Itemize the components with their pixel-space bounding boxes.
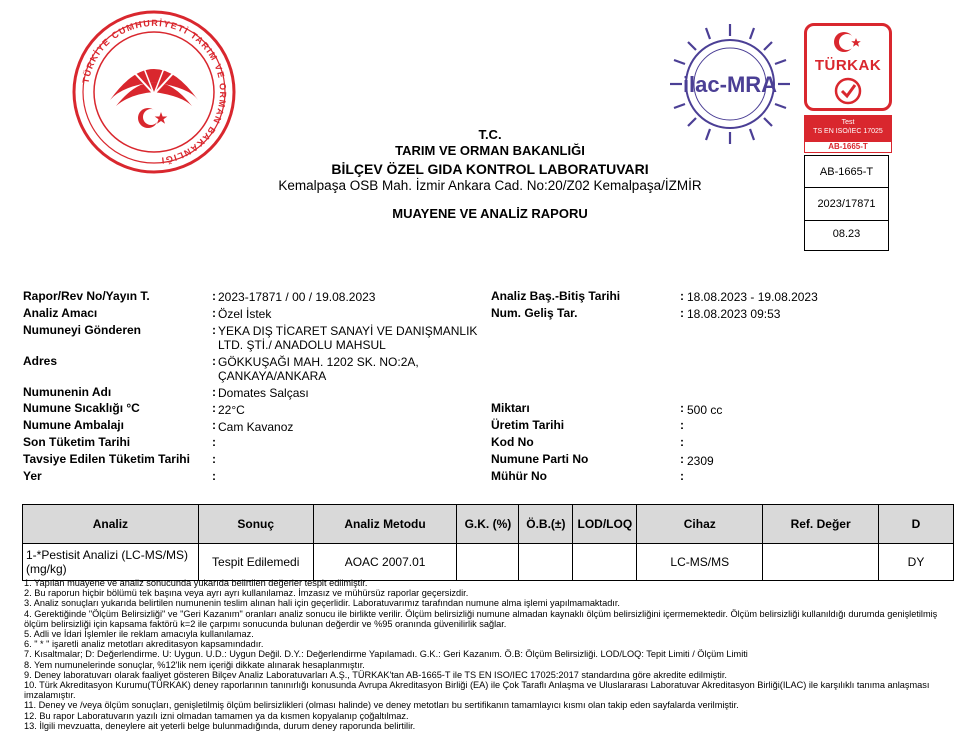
turkak-name: TÜRKAK [814, 57, 882, 74]
field-value-batch-no: 2309 [687, 454, 714, 468]
field-label-code-no: Kod No [491, 435, 534, 449]
ministry-ring-text: TÜRKİYE CUMHURİYETİ TARIM VE ORMAN BAKANLIĞI [80, 17, 229, 166]
note-item: 12. Bu rapor Laboratuvarın yazılı izni olmadan tamamen ya da kısmen kopyalanıp çoğaltılmaz. [24, 710, 409, 721]
field-label-packaging: Numune Ambalajı [23, 418, 124, 432]
header-lab-name: BİLÇEV ÖZEL GIDA KONTROL LABORATUVARI [331, 161, 649, 177]
field-value-sender: YEKA DIŞ TİCARET SANAYİ VE DANIŞMANLIK [218, 324, 478, 338]
cell-result: Tespit Edilemedi [198, 544, 313, 581]
cell-method: AOAC 2007.01 [313, 544, 457, 581]
col-header-recovery: G.K. (%) [457, 505, 519, 544]
col-header-device: Cihaz [637, 505, 763, 544]
note-item: 10. Türk Akreditasyon Kurumu(TÜRKAK) deney raporlarının tanınırlığı konusunda Avrupa Akreditasyon Birliği (EA) ile Çok Taraflı Anlaşma ve Uluslararası Laboratuvar Akreditasyon Birliği(ILAC) ile karşılıklı tanıma anlaşması imzalamıştır. [24, 680, 930, 701]
field-label-quantity: Miktarı [491, 401, 530, 415]
note-item: 6. " * " işaretli analiz metotları akreditasyon kapsamındadır. [24, 639, 264, 650]
field-label-location: Yer [23, 469, 42, 483]
header-ministry: TARIM VE ORMAN BAKANLIĞI [395, 143, 585, 158]
field-label-expiry: Son Tüketim Tarihi [23, 435, 131, 449]
field-label-purpose: Analiz Amacı [23, 306, 98, 320]
note-item: 2. Bu raporun hiçbir bölümü tek başına veya ayrı ayrı kullanılamaz. İmzasız ve mühürsüz raporlar geçersizdir. [24, 588, 469, 599]
field-label-report-no: Rapor/Rev No/Yayın T. [23, 289, 150, 303]
field-value-analysis-dates: 18.08.2023 - 19.08.2023 [687, 290, 818, 304]
cell-device: LC-MS/MS [637, 544, 763, 581]
report-number-box: 2023/17871 [804, 188, 889, 221]
note-item: 7. Kısaltmalar; D: Değerlendirme. U: Uygun. U.D.: Uygun Değil. D.Y.: Değerlendirme Yapılamadı. G.K.: Geri Kazanım. Ö.B: Ölçüm Belirsizliği. LOD/LOQ: Tepit Limiti / Ölçüm Limiti [24, 649, 748, 660]
field-label-recommended-date: Tavsiye Edilen Tüketim Tarihi [23, 452, 190, 466]
cell-analysis [23, 544, 199, 581]
results-table [22, 504, 954, 581]
cell-analysis-unit: (mg/kg) [26, 562, 67, 576]
cell-recovery [457, 544, 519, 581]
field-value-arrival-date: 18.08.2023 09:53 [687, 307, 781, 321]
table-row [23, 544, 954, 581]
col-header-lod-loq: LOD/LOQ [573, 505, 637, 544]
field-value-quantity: 500 cc [687, 403, 723, 417]
field-value-address-line2: ÇANKAYA/ANKARA [218, 369, 327, 383]
col-header-evaluation: D [879, 505, 954, 544]
header-address: Kemalpaşa OSB Mah. İzmir Ankara Cad. No:20/Z02 Kemalpaşa/İZMİR [278, 178, 702, 193]
accreditation-code-box: AB-1665-T [804, 155, 889, 188]
cell-uncertainty [519, 544, 573, 581]
col-header-uncertainty: Ö.B.(±) [519, 505, 573, 544]
field-value-report-no: 2023-17871 / 00 / 19.08.2023 [218, 290, 376, 304]
col-header-ref-value: Ref. Değer [763, 505, 879, 544]
note-item: 8. Yem numunelerinde sonuçlar, %12'lik nem içeriği dikkate alınarak hesaplanmıştır. [24, 659, 365, 670]
cell-ref-value [763, 544, 879, 581]
field-value-packaging: Cam Kavanoz [218, 420, 294, 434]
notes-section [24, 578, 964, 731]
note-item: 9. Deney laboratuvarı olarak faaliyet gösteren Bilçev Analiz Laboratuvarları A.Ş., TÜRKAK'tan AB-1665-T ile TS EN ISO/IEC 17025:2017 standardına göre akredite edilmiştir. [24, 669, 727, 680]
cell-evaluation: DY [879, 544, 954, 581]
crescent-star-icon [830, 29, 866, 55]
field-value-temperature: 22°C [218, 403, 245, 417]
field-label-address: Adres [23, 354, 58, 368]
col-header-analysis: Analiz [23, 505, 199, 544]
field-label-arrival-date: Num. Geliş Tar. [491, 306, 578, 320]
note-item: 11. Deney ve /veya ölçüm sonuçları, genişletilmiş ölçüm belirsizlikleri (olması halinde) ve deney metotları bu sertifikanın tamamlayıcı kısmı olan takip eden sayfalarda verilmiştir. [24, 700, 739, 711]
field-label-analysis-dates: Analiz Baş.-Bitiş Tarihi [491, 289, 621, 303]
field-label-sender: Numuneyi Gönderen [23, 323, 142, 337]
date-code-box: 08.23 [804, 218, 889, 251]
ilac-text: ilac-MRA [682, 72, 778, 97]
field-value-sample-name: Domates Salçası [218, 386, 309, 400]
note-item: 1. Yapılan muayene ve analiz sonucunda yukarıda belirtilen değerler tespit edilmiştir. [24, 578, 368, 588]
cell-analysis-name: 1-*Pestisit Analizi (LC-MS/MS) [26, 548, 189, 562]
field-value-address: GÖKKUŞAĞI MAH. 1202 SK. NO:2A, [218, 355, 419, 369]
note-item: 5. Adli ve İdari İşlemler ile reklam amacıyla kullanılamaz. [24, 629, 254, 640]
turkak-standard: TS EN ISO/IEC 17025 [813, 128, 883, 135]
field-value-purpose: Özel İstek [218, 307, 272, 321]
col-header-method: Analiz Metodu [313, 505, 457, 544]
report-title: MUAYENE VE ANALİZ RAPORU [392, 206, 588, 221]
note-item: 3. Analiz sonuçları yukarıda belirtilen numunenin teslim alınan hali için geçerlidir. Laboratuvarımız tarafından numune alma işlemi yapılmamaktadır. [24, 598, 620, 609]
turkak-test-label: Test [841, 119, 855, 126]
header-tc: T.C. [478, 127, 502, 142]
field-value-sender-line2: LTD. ŞTİ./ ANADOLU MAHSUL [218, 338, 386, 352]
field-label-production-date: Üretim Tarihi [491, 418, 565, 432]
note-item: 13. İlgili mevzuatta, deneylere ait yeterli belge bulunmadığında, durum deney raporunda belirtilir. [24, 720, 416, 731]
turkak-code: AB-1665-T [804, 141, 892, 153]
table-header-row [23, 505, 954, 544]
field-label-sample-name: Numunenin Adı [23, 385, 112, 399]
col-header-result: Sonuç [198, 505, 313, 544]
checkmark-icon [834, 77, 862, 105]
note-item: 4. Gerektiğinde "Ölçüm Belirsizliği" ve "Geri Kazanım" oranları analiz sonucu ile birlikte verilir. Ölçüm belirsizliği numune almadan kaynaklı ölçüm belirsizliğini içermemektedir. Ölçüm belirsizliği kullanıldığı durumda genişletilmiş ölçüm belirsizliği için kapsama faktörü k=2 ile çarpımı sonucunda bulunan değerdir ve %95 oranında güvenilirlik sağlar. [24, 608, 938, 629]
cell-lod-loq [573, 544, 637, 581]
field-label-seal-no: Mühür No [491, 469, 547, 483]
field-label-batch-no: Numune Parti No [491, 452, 589, 466]
field-label-temperature: Numune Sıcaklığı °C [23, 401, 140, 415]
